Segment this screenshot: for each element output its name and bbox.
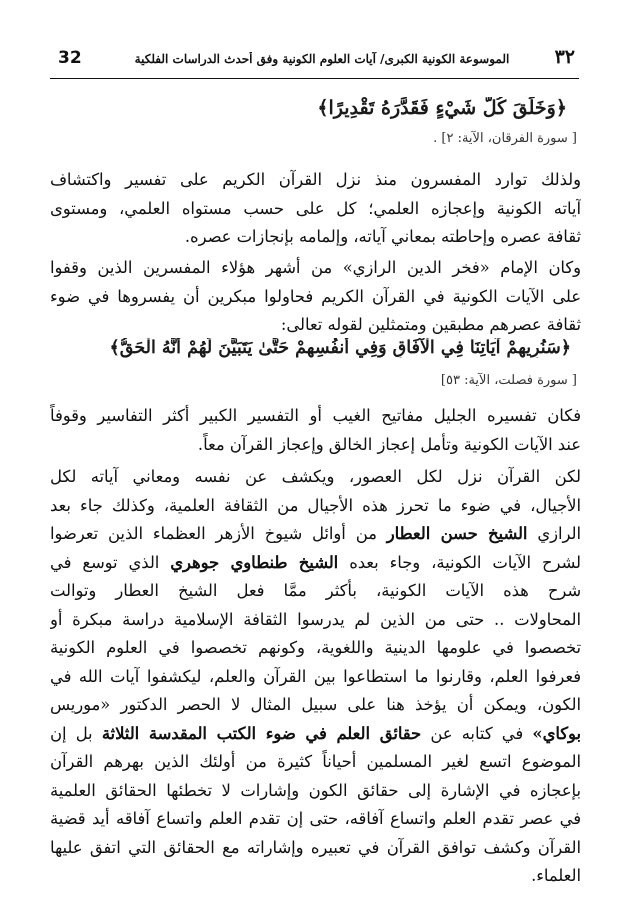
paragraph-4	[50, 463, 581, 891]
text-line: شرح هذه الآيات الكونية، بأكثر ممَّا فعل الشيخ العطار وتوالت	[50, 581, 581, 600]
quran-verse-2: ﴿سَنُرِيهِمْ آيَاتِنَا فِي الْآفَاقِ وَفِي أَنفُسِهِمْ حَتَّىٰ يَتَبَيَّنَ لَهُمْ أَنَّهُ الْحَقُّ﴾	[109, 338, 571, 358]
text-line: فكان تفسيره الجليل مفاتيح الغيب أو التفسير الكبير أكثر التفاسير وقوفاً	[50, 406, 581, 425]
bold-name: بوكاي»	[532, 723, 581, 743]
text-line: لشرح الآيات الكونية، وجاء بعده الشيخ طنطاوي جوهري الذي توسع في	[50, 552, 581, 572]
quran-verse-1: ﴿وَخَلَقَ كُلَّ شَيْءٍ فَقَدَّرَهُ تَقْدِيرًا﴾	[317, 97, 567, 119]
paragraph-1	[50, 166, 581, 252]
text-line: في عصر تقدم العلم واتساع آفاقه، حتى إن تقدم العلم واتساع آفاقه أيد قضية	[50, 809, 581, 828]
text-line: فعرفوا العلم، وقارنوا ما استطاعوا بين القرآن والعلم، ليكشفوا آيات الله في	[50, 666, 581, 686]
bold-name: الشيخ طنطاوي جوهري	[170, 552, 339, 572]
text-line: عند الآيات الكونية وتأمل إعجاز الخالق وإعجاز القرآن معاً.	[197, 434, 581, 454]
text-line: الكون، ويمكن أن يؤخذ هنا على سبيل المثال لا الحصر الدكتور «موريس	[50, 695, 581, 714]
text-line: ولذلك توارد المفسرون منذ نزل القرآن الكريم على تفسير واكتشاف	[50, 170, 581, 189]
text-line: لكن القرآن نزل لكل العصور، ويكشف عن نفسه ومعاني آياته لكل	[50, 467, 581, 486]
text-line: القرآن وكشف توافق القرآن في تعبيره وإشاراته مع الحقائق التي اتفق عليها	[50, 837, 581, 857]
verse-2-reference: [ سورة فصلت، الآية: ٥٣]	[440, 373, 577, 388]
text-line: العلماء.	[531, 866, 581, 885]
book-title: حقائق العلم في ضوء الكتب المقدسة الثلاثة	[101, 723, 422, 743]
page-number-arabic: ٣٢	[554, 46, 575, 68]
page-header	[50, 46, 579, 79]
page-number-latin: 32	[58, 48, 82, 68]
paragraph-3	[50, 402, 581, 459]
text-line: المحاولات .. حتى من الذين لم يدرسوا الثقافة الإسلامية دراسة مبكرة أو	[50, 609, 581, 629]
paragraph-2	[50, 254, 581, 340]
text-line: بإعجازه في الإشارة إلى حقائق الكون وإشارات لا تخطئها الحقائق العلمية	[50, 780, 581, 800]
text-line: الموضوع اتسع لغير المسلمين أحياناً كثيرة من أولئك الذين بهرهم القرآن	[50, 752, 581, 771]
text-line: وكان الإمام «فخر الدين الرازي» من أشهر هؤلاء المفسرين الذين وقفوا	[50, 258, 581, 277]
bold-name: الشيخ حسن العطار	[386, 524, 528, 543]
text-line: الأجيال، في ضوء ما تحرز هذه الأجيال من الثقافة العلمية، وكذلك جاء بعد	[50, 495, 581, 515]
text-line: ثقافة عصرهم مطبقين ومتمثلين لقوله تعالى:	[280, 315, 581, 334]
text-line: ثقافة عصره وإحاطته بمعاني آياته، وإلمامه بإنجازات عصره.	[184, 227, 581, 246]
text-line: بوكاي» في كتابه عن حقائق العلم في ضوء الكتب المقدسة الثلاثة بل إن	[50, 723, 581, 743]
text-line: آياته الكونية وإعجازه العلمي؛ كل على حسب مستواه العلمي، ومستوى	[50, 198, 581, 218]
verse-1-reference: [ سورة الفرقان، الآية: ٢] .	[433, 131, 577, 146]
text-line: الرازي الشيخ حسن العطار من أوائل شيوخ الأزهر العظماء الذين تعرضوا	[50, 524, 581, 543]
running-title: الموسوعة الكونية الكبرى/ آيات العلوم الكونية وفق أحدث الدراسات الفلكية	[134, 52, 510, 66]
text-line: على الآيات الكونية في القرآن الكريم فحاولوا مبكرين أن يفسروها في ضوء	[50, 286, 581, 306]
text-line: تخصصوا في علومها الدينية واللغوية، وكونهم تخصصوا في العلوم الكونية	[50, 638, 581, 657]
